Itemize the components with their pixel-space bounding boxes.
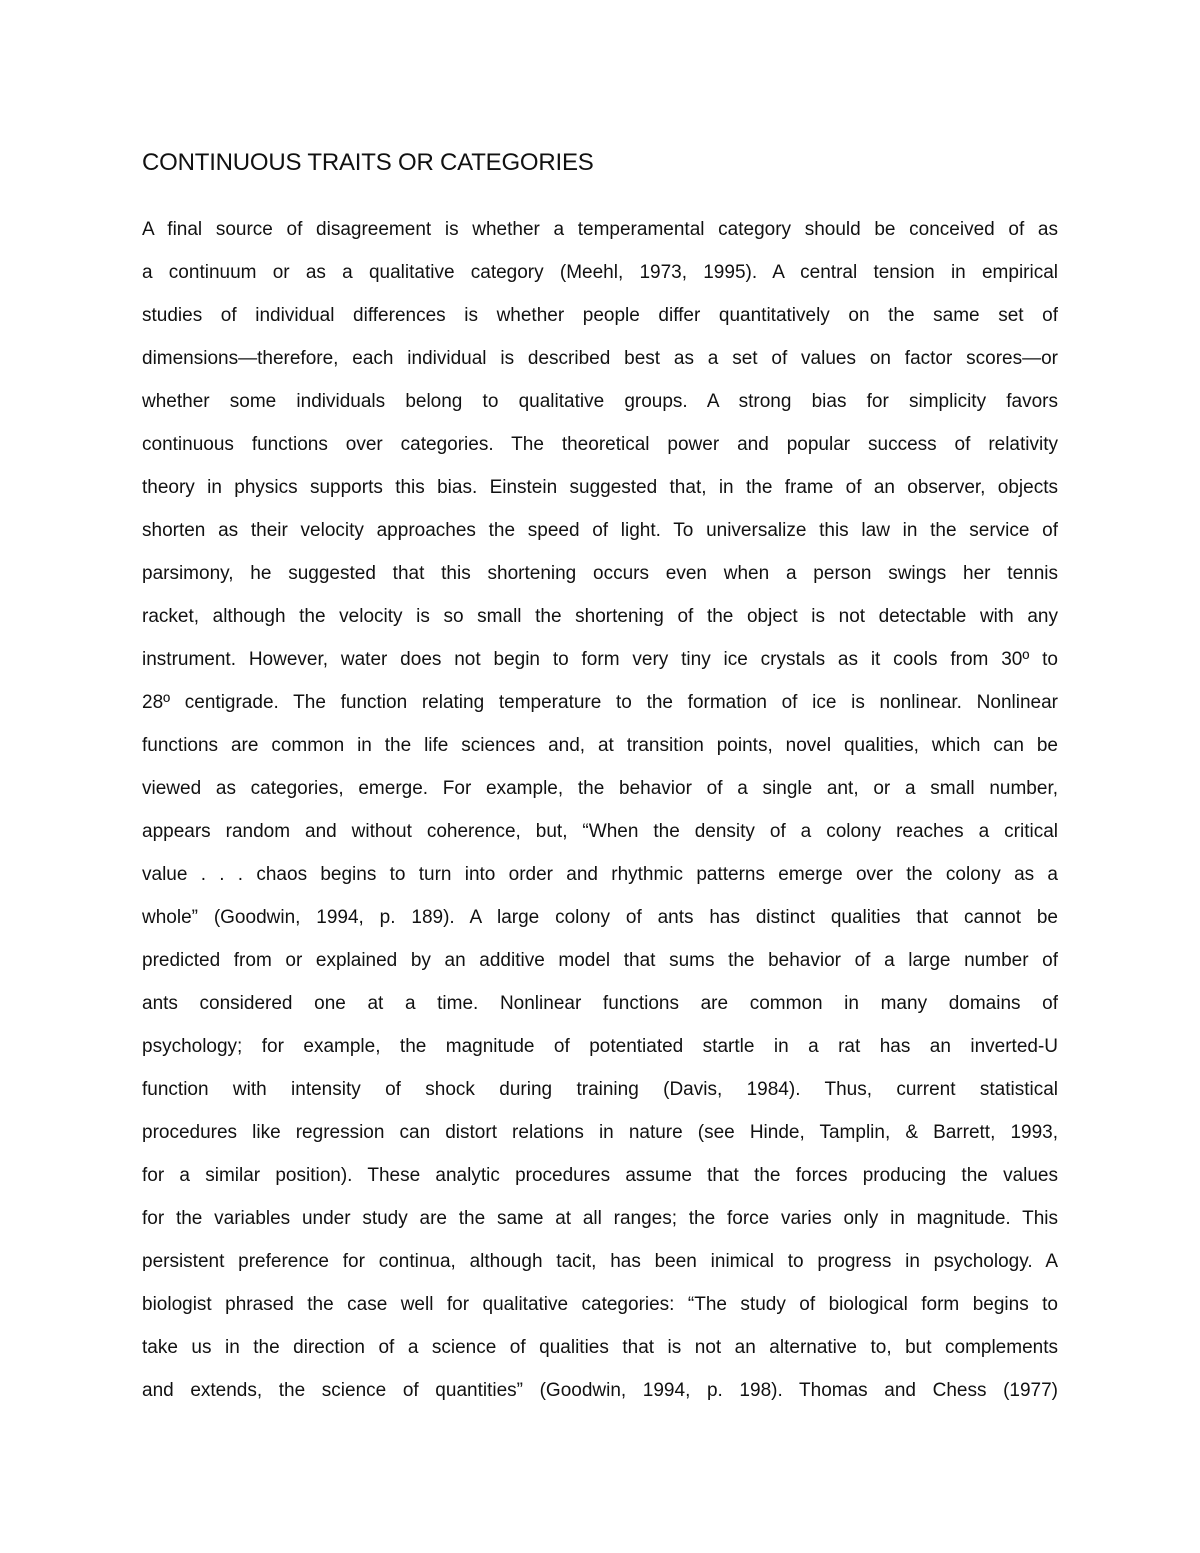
paragraph-line: predicted from or explained by an additive model that sums the behavior of a large number of: [142, 950, 1058, 971]
paragraph-line: studies of individual differences is whether people differ quantitatively on the same set of: [142, 305, 1058, 326]
paragraph-line: ants considered one at a time. Nonlinear functions are common in many domains of: [142, 993, 1058, 1014]
paragraph-line: for the variables under study are the same at all ranges; the force varies only in magnitude. This: [142, 1208, 1058, 1229]
section-heading: CONTINUOUS TRAITS OR CATEGORIES: [142, 149, 594, 176]
paragraph-line: viewed as categories, emerge. For example, the behavior of a single ant, or a small number,: [142, 778, 1058, 799]
paragraph-line: 28º centigrade. The function relating temperature to the formation of ice is nonlinear. Nonlinear: [142, 692, 1058, 713]
paragraph-line: value . . . chaos begins to turn into order and rhythmic patterns emerge over the colony as a: [142, 864, 1058, 885]
paragraph-line: psychology; for example, the magnitude of potentiated startle in a rat has an inverted-U: [142, 1036, 1058, 1057]
paragraph-line: A final source of disagreement is whether a temperamental category should be conceived of as: [142, 219, 1058, 240]
paragraph-line: dimensions—therefore, each individual is described best as a set of values on factor scores—or: [142, 348, 1058, 369]
paragraph-line: whole” (Goodwin, 1994, p. 189). A large colony of ants has distinct qualities that cannot be: [142, 907, 1058, 928]
paragraph-line: a continuum or as a qualitative category (Meehl, 1973, 1995). A central tension in empirical: [142, 262, 1058, 283]
paragraph-line: for a similar position). These analytic procedures assume that the forces producing the values: [142, 1165, 1058, 1186]
paragraph-line: biologist phrased the case well for qualitative categories: “The study of biological form begins to: [142, 1294, 1058, 1315]
paragraph-line: persistent preference for continua, although tacit, has been inimical to progress in psychology. A: [142, 1251, 1058, 1272]
paragraph-line: take us in the direction of a science of qualities that is not an alternative to, but complements: [142, 1337, 1058, 1358]
paragraph-line: functions are common in the life sciences and, at transition points, novel qualities, which can be: [142, 735, 1058, 756]
paragraph-line: and extends, the science of quantities” (Goodwin, 1994, p. 198). Thomas and Chess (1977): [142, 1380, 1058, 1401]
paragraph-line: racket, although the velocity is so small the shortening of the object is not detectable with any: [142, 606, 1058, 627]
paragraph-line: whether some individuals belong to qualitative groups. A strong bias for simplicity favors: [142, 391, 1058, 412]
body-paragraph: [142, 215, 1058, 1419]
paragraph-line: continuous functions over categories. The theoretical power and popular success of relativity: [142, 434, 1058, 455]
paragraph-line: theory in physics supports this bias. Einstein suggested that, in the frame of an observer, objects: [142, 477, 1058, 498]
paragraph-line: appears random and without coherence, but, “When the density of a colony reaches a critical: [142, 821, 1058, 842]
paragraph-line: procedures like regression can distort relations in nature (see Hinde, Tamplin, & Barrett, 1993,: [142, 1122, 1058, 1143]
paragraph-line: shorten as their velocity approaches the speed of light. To universalize this law in the service of: [142, 520, 1058, 541]
paragraph-line: function with intensity of shock during training (Davis, 1984). Thus, current statistical: [142, 1079, 1058, 1100]
paragraph-line: parsimony, he suggested that this shortening occurs even when a person swings her tennis: [142, 563, 1058, 584]
paragraph-line: instrument. However, water does not begin to form very tiny ice crystals as it cools from 30º to: [142, 649, 1058, 670]
